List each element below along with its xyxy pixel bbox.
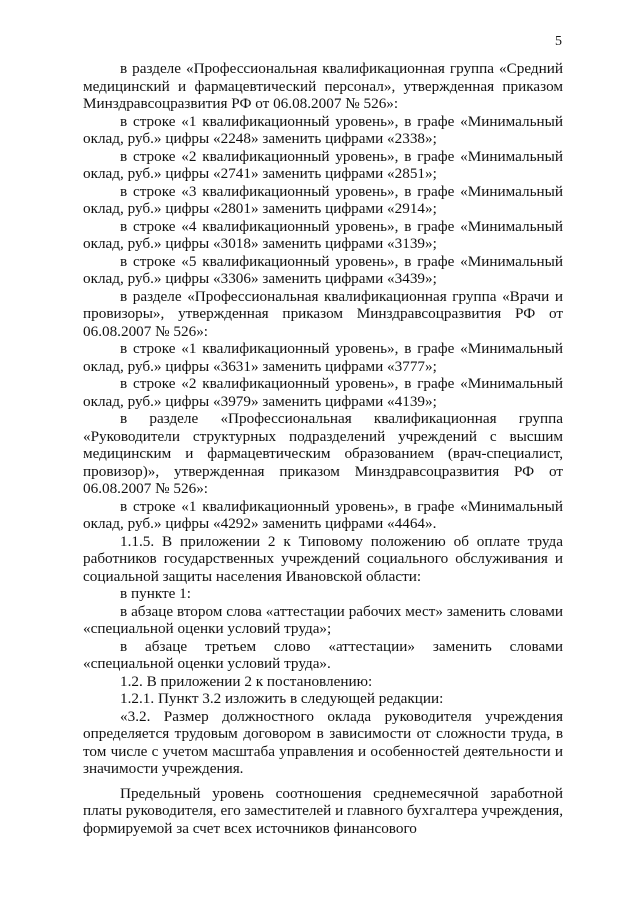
paragraph: «3.2. Размер должностного оклада руководителя учреждения определяется трудовым договором в зависимости от сложности труда, в том числе с учетом масштаба управления и особенностей деятельности и значимости учреждения. bbox=[83, 707, 563, 777]
paragraph: в строке «5 квалификационный уровень», в графе «Минимальный оклад, руб.» цифры «3306» заменить цифрами «3439»; bbox=[83, 252, 563, 287]
paragraph: в разделе «Профессиональная квалификационная группа «Средний медицинский и фармацевтический персонал», утвержденная приказом Минздравсоцразвития РФ от 06.08.2007 № 526»: bbox=[83, 60, 563, 112]
paragraph: в разделе «Профессиональная квалификационная группа «Врачи и провизоры», утвержденная приказом Минздравсоцразвития РФ от 06.08.2007 № 526»: bbox=[83, 287, 563, 340]
paragraph: в строке «1 квалификационный уровень», в графе «Минимальный оклад, руб.» цифры «4292» заменить цифрами «4464». bbox=[83, 497, 563, 532]
paragraph: 1.1.5. В приложении 2 к Типовому положению об оплате труда работников государственных учреждений социального обслуживания и социальной защиты населения Ивановской области: bbox=[83, 532, 563, 585]
paragraph: в строке «3 квалификационный уровень», в графе «Минимальный оклад, руб.» цифры «2801» заменить цифрами «2914»; bbox=[83, 182, 563, 217]
paragraph: в строке «4 квалификационный уровень», в графе «Минимальный оклад, руб.» цифры «3018» заменить цифрами «3139»; bbox=[83, 217, 563, 252]
paragraph: в пункте 1: bbox=[120, 585, 191, 602]
paragraph: в строке «2 квалификационный уровень», в графе «Минимальный оклад, руб.» цифры «3979» заменить цифрами «4139»; bbox=[83, 375, 563, 410]
paragraph: 1.2.1. Пункт 3.2 изложить в следующей редакции: bbox=[120, 690, 444, 707]
paragraph: в строке «1 квалификационный уровень», в графе «Минимальный оклад, руб.» цифры «3631» заменить цифрами «3777»; bbox=[83, 340, 563, 375]
paragraph: в строке «1 квалификационный уровень», в графе «Минимальный оклад, руб.» цифры «2248» заменить цифрами «2338»; bbox=[83, 112, 563, 147]
paragraph: в абзаце третьем слово «аттестации» заменить словами «специальной оценки условий труда». bbox=[83, 637, 563, 672]
paragraph: в абзаце втором слова «аттестации рабочих мест» заменить словами «специальной оценки условий труда»; bbox=[83, 602, 563, 637]
paragraph: в строке «2 квалификационный уровень», в графе «Минимальный оклад, руб.» цифры «2741» заменить цифрами «2851»; bbox=[83, 147, 563, 182]
paragraph: Предельный уровень соотношения среднемесячной заработной платы руководителя, его заместителей и главного бухгалтера учреждения, формируемой за счет всех источников финансового bbox=[83, 784, 564, 837]
page-number: 5 bbox=[555, 34, 562, 49]
document-body bbox=[83, 60, 563, 837]
paragraph: в разделе «Профессиональная квалификационная группа «Руководители структурных подразделений учреждений с высшим медицинским и фармацевтическим образованием (врач-специалист, провизор)», утвержденная приказом Минздравсоцразвития РФ от 06.08.2007 № 526»: bbox=[83, 410, 563, 497]
paragraph: 1.2. В приложении 2 к постановлению: bbox=[120, 672, 373, 690]
